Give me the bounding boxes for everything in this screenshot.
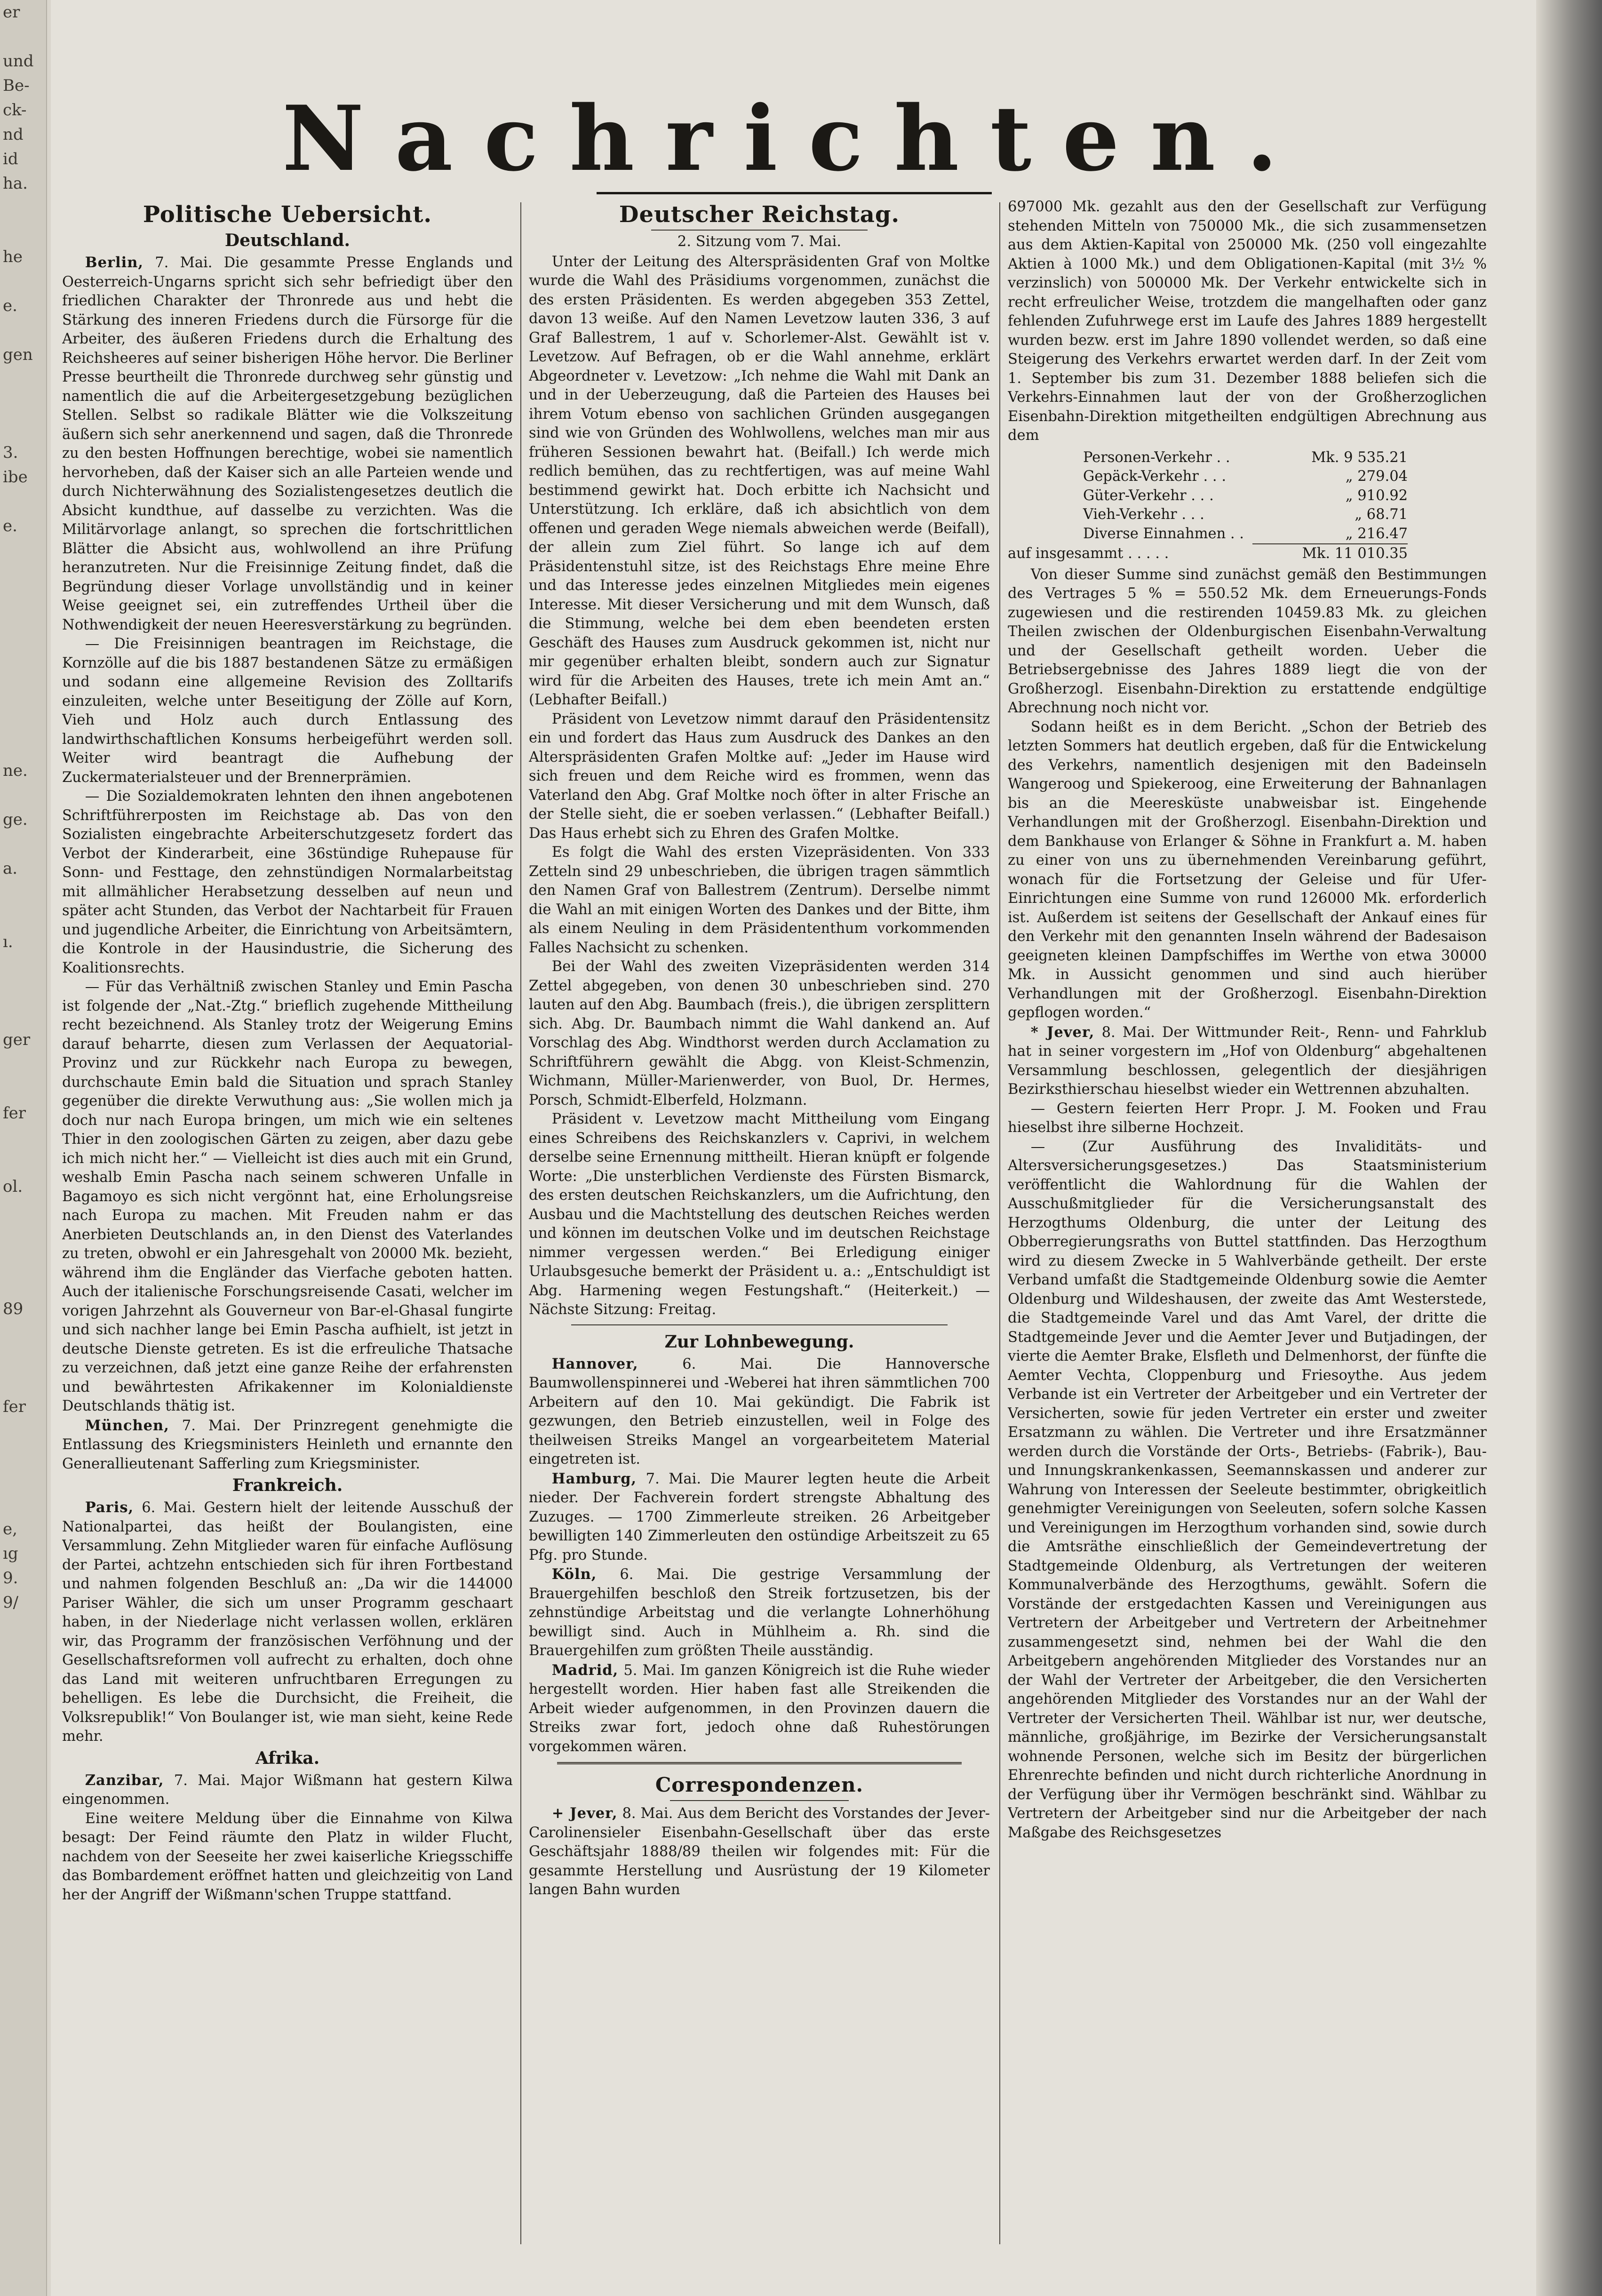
margin-fragment — [0, 685, 46, 710]
column-correspondence — [1008, 198, 1487, 2258]
margin-fragment: fer — [3, 1104, 26, 1123]
dateline: + Jever, — [551, 1805, 618, 1822]
revenue-label: Vieh-Verkehr . . . — [1083, 506, 1204, 523]
margin-fragment — [0, 1419, 46, 1443]
column-rule — [520, 202, 521, 2244]
margin-fragment — [0, 1150, 46, 1174]
margin-fragment — [0, 318, 46, 343]
revenue-value: „ 68.71 — [1355, 506, 1408, 523]
dateline: Hannover, — [551, 1355, 638, 1372]
margin-fragment — [0, 710, 46, 734]
revenue-label: Diverse Einnahmen . . — [1083, 525, 1244, 542]
article-paragraph: Paris, 6. Mai. Gestern hielt der leitende Ausschuß der Nationalpartei, das heißt der Boulangisten, eine Versammlung. Zehn Mitglieder waren für einfache Auflösung der Partei, achtzehn entschieden sich für ihren Fortbestand und nahmen folgenden Beschluß an: „Da wir die 144000 Pariser Wähler, die sich um unser Programm geschaart haben, in der Niederlage nicht verlassen wollen, erklären wir, das Programm der französischen Verföhnung und der Gesellschaftsreformen voll aufrecht zu erhalten, doch ohne das Land mit weiteren unfruchtbaren Erregungen zu behelligen. Es lebe die Durchsicht, die Freiheit, die Volksrepublik!“ Von Boulanger ist, wie man sieht, keine Rede mehr. — [62, 1499, 513, 1745]
margin-fragment: e. — [3, 296, 17, 315]
revenue-value: Mk. 9 535.21 — [1311, 449, 1408, 466]
margin-fragment — [0, 24, 46, 49]
revenue-total-value: Mk. 11 010.35 — [1302, 545, 1408, 562]
page-edge-shadow — [1536, 0, 1602, 2296]
article-paragraph: Bei der Wahl des zweiten Vizepräsidenten werden 314 Zettel abgegeben, von denen 30 unbeschrieben sind. 270 lauten auf den Abg. Baumbach (freis.), die übrigen zersplittern sich. Abg. Dr. Baumbach nimmt die Wahl dankend an. Auf Vorschlag des Abg. Windthorst werden durch Acclamation zu Schriftführern gewählt die Abgg. von Kleist-Schmenzin, Wichmann, Müller-Marienwerder, von Buol, Dr. Hermes, Porsch, Schmidt-Elberfeld, Holzmann. — [529, 958, 990, 1108]
dateline: Köln, — [551, 1566, 597, 1583]
article-paragraph: Es folgt die Wahl des ersten Vizepräsidenten. Von 333 Zetteln sind 29 unbeschrieben, die übrigen tragen sämmtlich den Namen Graf von Ballestrem (Zentrum). Derselbe nimmt die Wahl an mit einigen Worten des Dankes und der Bitte, ihm als einem Neuling in dem Präsidententhum vorkommenden Falles Nachsicht zu schenken. — [529, 844, 990, 956]
article-paragraph: Eine weitere Meldung über die Einnahme von Kilwa besagt: Der Feind räumte den Platz in wilder Flucht, nachdem von der Seeseite her zwei kaiserliche Kriegsschiffe das Bombardement eröffnet hatten und gleichzeitig von Land her der Angriff der Wißmann'schen Truppe stattfand. — [62, 1810, 513, 1903]
margin-fragment — [0, 734, 46, 758]
margin-fragment — [0, 1468, 46, 1492]
margin-fragment: gen — [3, 345, 33, 364]
margin-fragment: er — [3, 3, 20, 22]
article-paragraph: — (Zur Ausführung des Invaliditäts- und Altersversicherungsgesetzes.) Das Staatsministerium veröffentlicht die Wahlordnung für die Wahlen der Ausschußmitglieder für die Versicherungsanstalt des Herzogthums Oldenburg, die unter der Leitung des Obberregierungsraths von Buttel stattfinden. Das Herzogthum wird zu diesem Zwecke in 5 Wahlverbände getheilt. Der erste Verband umfaßt die Stadtgemeinde Oldenburg sowie die Aemter Oldenburg und Wildeshausen, der zweite das Amt Westerstede, die Stadtgemeinde Varel und das Amt Varel, der dritte die Stadtgemeinde Jever und die Aemter Jever und Butjadingen, der vierte die Aemter Brake, Elsfleth und Delmenhorst, der fünfte die Aemter Vechta, Cloppenburg und Friesoythe. Aus jedem Verbande ist ein Vertreter der Arbeitgeber und ein Vertreter der Versicherten, sowie für jeden Vertreter ein erster und zweiter Ersatzmann zu wählen. Die Vertreter und ihre Ersatzmänner werden durch die Vorstände der Orts-, Betriebs- (Fabrik-), Bau- und Innungskrankenkassen, Seemannskassen und anderer zur Wahrung von Interessen der Seeleute bestimmter, obrigkeitlich genehmigter Vereinigungen von Seeleuten, sofern solche Kassen und Vereinigungen im Herzogthum vorhanden sind, sowie durch die Amtsräthe einschließlich der Gemeindevertretung der Stadtgemeinde Oldenburg, als Vertretungen der weiteren Kommunalverbände des Herzogthums, gewählt. Sofern die Vorstände der erstgedachten Kassen und Vereinigungen aus Vertretern der Arbeitgeber und Vertretern der Arbeitnehmer zusammengesetzt sind, nehmen bei der Wahl die den Arbeitgebern angehörenden Mitglieder des Vorstandes nur an der Wahl der Vertreter der Arbeitgeber, die den Versicherten angehörenden Mitglieder des Vorstandes nur an der Wahl der Vertreter der Versicherten Theil. Wählbar ist nur, wer deutsche, männliche, großjährige, im Bezirke der Versicherungsanstalt wohnende Personen, welche sich im Besitz der bürgerlichen Ehrenrechte befinden und nicht durch richterliche Anordnung in der Verfügung über ihr Vermögen beschränkt sind. Wählbar zu Vertretern der Arbeitgeber sind nur die Arbeitgeber der nach Maßgabe des Reichsgesetzes — [1008, 1138, 1487, 1841]
dateline: Berlin, — [85, 254, 144, 271]
section-heading: Zur Lohnbewegung. — [664, 1331, 854, 1352]
margin-fragment: e, — [3, 1520, 17, 1539]
revenue-row — [1008, 448, 1487, 468]
margin-fragment — [0, 979, 46, 1003]
margin-fragment — [0, 1370, 46, 1395]
margin-fragment: 9. — [3, 1569, 18, 1587]
margin-fragment — [0, 587, 46, 612]
masthead-title: Nachrichten. — [282, 86, 1309, 191]
revenue-total-row — [1008, 544, 1487, 564]
margin-fragment: ge. — [3, 810, 28, 829]
article-paragraph: — Die Freisinnigen beantragen im Reichstage, die Kornzölle auf die bis 1887 bestandenen Sätze zu ermäßigen und sodann eine allgemeine Revision des Zolltarifs einzuleiten, welche unter Beseitigung der Zölle auf Korn, Vieh und Holz auch durch Entlassung des landwirthschaftlichen Konsums herbeigeführt werden soll. Weiter wird beantragt die Aufhebung der Zuckermaterialsteuer und der Brennerprämien. — [62, 636, 513, 786]
margin-fragment — [0, 1321, 46, 1346]
margin-fragment: ı. — [3, 933, 13, 951]
revenue-label: Personen-Verkehr . . — [1083, 449, 1230, 466]
newspaper-page — [51, 0, 1540, 2296]
article-paragraph: Hannover, 6. Mai. Die Hannoversche Baumwollenspinnerei und -Weberei hat ihren sämmtlichen 700 Arbeitern auf den 10. Mai gekündigt. Die Fabrik ist gezwungen, den Betrieb einzustellen, weil in Folge des theilweisen Streiks Mangel an vorgearbeitetem Material eingetreten ist. — [529, 1355, 990, 1467]
article-paragraph: Sodann heißt es in dem Bericht. „Schon der Betrieb des letzten Sommers hat deutlich ergeben, daß für die Entwickelung des Verkehrs, namentlich desjenigen mit den Badeinseln Wangeroog und Spiekeroog, eine Erweiterung der Bahnanlagen bis an die Meeresküste unabweisbar ist. Eingehende Verhandlungen mit der Großherzogl. Eisenbahn-Direktion und dem Bankhause von Erlanger & Söhne in Frankfurt a. M. haben zu einer von uns zu übernehmenden Vereinbarung geführt, wonach für die Fortsetzung der Geleise und für Ufer-Einrichtungen eine Summe von rund 126000 Mk. erforderlich ist. Außerdem ist seitens der Gesellschaft der Ankauf eines für den Verkehr mit den genannten Inseln während der Badesaison geeigneten kleinen Dampfschiffes im Werthe von etwa 30000 Mk. in Aussicht genommen und sind auch hierüber Verhandlungen mit der Großherzogl. Eisenbahn-Direktion gepflogen worden.“ — [1008, 718, 1487, 1021]
article-paragraph: + Jever, 8. Mai. Aus dem Bericht des Vorstandes der Jever-Carolinensieler Eisenbahn-Gesellschaft über das erste Geschäftsjahr 1888/89 theilen wir folgendes mit: Für die gesammte Herstellung und Ausrüstung der 19 Kilometer langen Bahn wurden — [529, 1805, 990, 1898]
margin-fragment: und — [3, 52, 34, 71]
margin-fragment — [0, 881, 46, 905]
margin-fragment: ck- — [3, 101, 27, 120]
margin-fragment: ibe — [3, 468, 28, 486]
margin-fragment — [0, 661, 46, 685]
margin-fragment — [0, 538, 46, 563]
article-paragraph: Zanzibar, 7. Mai. Major Wißmann hat gestern Kilwa eingenommen. — [62, 1771, 513, 1808]
article-paragraph: — Für das Verhältniß zwischen Stanley und Emin Pascha ist folgende der „Nat.-Ztg.“ brieflich zugehende Mittheilung recht bezeichnend. Als Stanley trotz der Weigerung Emins darauf beharrte, diesen zum Verlassen der Aequatorial-Provinz und zur Rückkehr nach Europa zu bewegen, durchschaute Emin bald die Situation und sprach Stanley gegenüber die direkte Verwuthung aus: „Sie wollen mich ja doch nur nach Europa bringen, um mich wie ein seltenes Thier in den zoologischen Gärten zu zeigen, aber dazu gebe ich mich nicht her.“ — Vielleicht ist dies auch mit ein Grund, weshalb Emin Pascha nach seinem schweren Unfalle in Bagamoyo es sich nicht vergönnt hat, eine Erholungsreise nach Europa zu machen. Mit Freuden nahm er das Anerbieten Deutschlands an, in den Dienst des Vaterlandes zu treten, obwohl er ein Jahresgehalt von 20000 Mk. bezieht, während ihm die Engländer das Vierfache geboten hatten. Auch der italienische Forschungsreisende Casati, welcher im vorigen Jahrzehnt als Gouverneur von Bar-el-Ghasal fungirte und sich nachher lange bei Emin Pascha aufhielt, ist jetzt in deutsche Dienste getreten. Es ist die erfreuliche Thatsache zu verzeichnen, daß jetzt eine ganze Reihe der erfahrensten und bewährtesten Afrikakenner im Kolonialdienste Deutschlands thätig ist. — [62, 979, 513, 1414]
revenue-row — [1008, 486, 1487, 506]
heading-rule — [670, 1800, 849, 1801]
article-paragraph: Von dieser Summe sind zunächst gemäß den Bestimmungen des Vertrages 5 % = 550.52 Mk. dem Erneuerungs-Fonds zugewiesen und die restirenden 10459.83 Mk. zu gleichen Theilen zwischen der Oldenburgischen Eisenbahn-Verwaltung und der Gesellschaft getheilt worden. Ueber die Betriebsergebnisse des Jahres 1889 liegt die von der Großherzogl. Eisenbahn-Direktion zu erstattende endgültige Abrechnung noch nicht vor. — [1008, 566, 1487, 716]
section-rule — [557, 1762, 962, 1764]
neighbour-page-margin — [0, 0, 47, 2296]
article-paragraph: — Die Sozialdemokraten lehnten den ihnen angebotenen Schriftführerposten im Reichstage ab. Das von den Sozialisten eingebrachte Arbeiterschutzgesetz fordert das Verbot der Kinderarbeit, eine 36stündige Ruhepause für Sonn- und Festtage, den zehnstündigen Normalarbeitstag mit allmählicher Herabsetzung desselben auf neun und später acht Stunden, das Verbot der Nachtarbeit für Frauen und jugendliche Arbeiter, die Einrichtung von Arbeitsämtern, die Kontrole in der Hausindustrie, die Sicherung des Koalitionsrechts. — [62, 788, 513, 976]
revenue-total-label: auf insgesammt . . . . . — [1008, 545, 1169, 562]
margin-fragment — [0, 563, 46, 587]
margin-fragment — [0, 1248, 46, 1272]
margin-fragment — [0, 1125, 46, 1150]
margin-fragment: e. — [3, 517, 17, 535]
article-paragraph: Präsident von Levetzow nimmt darauf den Präsidentensitz ein und fordert das Haus zum Ausdruck des Dankes an den Alterspräsidenten Grafen Moltke auf: „Jeder im Hause wird sich freuen und dem Reiche wird es frommen, wenn das Vaterland den Abg. Graf Moltke noch öfter in alter Frische an der Stelle sieht, die er soeben verlassen.“ (Lebhafter Beifall.) Das Haus erhebt sich zu Ehren des Grafen Moltke. — [529, 710, 990, 842]
masthead-rule — [597, 192, 992, 194]
margin-fragment — [0, 1492, 46, 1517]
dateline: Paris, — [85, 1499, 134, 1516]
margin-fragment — [0, 489, 46, 514]
article-paragraph: München, 7. Mai. Der Prinzregent genehmigte die Entlassung des Kriegsministers Heinleth und ernannte den Generallieutenant Safferling zum Kriegsminister. — [62, 1417, 513, 1472]
revenue-row — [1008, 525, 1487, 545]
margin-fragment — [0, 1223, 46, 1248]
margin-fragment: 9/ — [3, 1593, 19, 1612]
article-paragraph: Unter der Leitung des Alterspräsidenten Graf von Moltke wurde die Wahl des Präsidiums vorgenommen, zunächst die des ersten Präsidenten. Es werden abgegeben 353 Zettel, davon 13 weiße. Auf den Namen Levetzow lauten 336, 3 auf Graf Ballestrem, 1 auf v. Schorlemer-Alst. Gewählt ist v. Levetzow. Auf Befragen, ob er die Wahl annehme, erklärt Abgeordneter v. Levetzow: „Ich nehme die Wahl mit Dank an und in der Ueberzeugung, daß die Parteien des Hauses bei ihrem Votum ebenso von sachlichen Gründen ausgegangen sind wie von Gründen des Wohlwollens, welches man mir aus früheren Sessionen bewahrt hat. (Beifall.) Ich werde mich redlich bemühen, das zu rechtfertigen, was auf meine Wahl bestimmend gewirkt hat. Doch erbitte ich Nachsicht und Unterstützung. Ich erkläre, daß ich absichtlich von dem offenen und geraden Wege niemals abweichen werde (Beifall), der allein zum Ziel führt. So lange ich auf dem Präsidentenstuhl sitze, ist des Reichstags Ehre meine Ehre und das Interesse jedes einzelnen Mitgliedes mein eigenes Interesse. Mit dieser Versicherung und mit dem Wunsch, daß die Stimmung, welche bei dem eben beendeten ersten Geschäft des Hauses zum Ausdruck gekommen ist, nicht nur mir gegenüber erhalten bleibt, sondern auch zur Signatur wird für die Arbeiten des Hauses, trete ich mein Amt an.“ (Lebhafter Beifall.) — [529, 253, 990, 708]
margin-fragment: ger — [3, 1030, 31, 1049]
margin-fragment — [0, 1076, 46, 1101]
margin-fragment: 3. — [3, 443, 18, 462]
subsection-heading: Afrika. — [255, 1748, 320, 1768]
revenue-value: „ 216.47 — [1252, 525, 1408, 545]
margin-fragment — [0, 1003, 46, 1028]
dateline: Madrid, — [551, 1661, 619, 1679]
margin-fragment — [0, 220, 46, 245]
dateline: * Jever, — [1030, 1023, 1095, 1041]
revenue-label: Gepäck-Verkehr . . . — [1083, 468, 1227, 485]
margin-fragment — [0, 1199, 46, 1223]
revenue-value: „ 910.92 — [1345, 487, 1408, 504]
margin-fragment — [0, 1272, 46, 1297]
article-paragraph: Köln, 6. Mai. Die gestrige Versammlung der Brauergehilfen beschloß den Streik fortzusetzen, bis der zehnstündige Arbeitstag und die verlangte Lohnerhöhung bewilligt sind. Auch in Mühlheim a. Rh. sind die Brauergehilfen zum größten Theile ausständig. — [529, 1566, 990, 1659]
margin-fragment: Be- — [3, 76, 30, 95]
revenue-table — [1008, 448, 1487, 564]
revenue-row — [1008, 505, 1487, 525]
column-rule — [999, 202, 1000, 2244]
revenue-value: „ 279.04 — [1345, 468, 1408, 485]
margin-fragment — [0, 391, 46, 416]
article-paragraph: 697000 Mk. gezahlt aus den der Gesellschaft zur Verfügung stehenden Mitteln von 750000 Mk., die sich zusammensetzen aus dem Aktien-Kapital von 250000 Mk. (250 voll eingezahlte Aktien à 1000 Mk.) und dem Obligationen-Kapital (mit 3½ % verzinslich) von 500000 Mk. Der Verkehr entwickelte sich in recht erfreulicher Weise, trotzdem die mangelhaften oder ganz fehlenden Zufuhrwege erst im Laufe des Jahres 1889 hergestellt wurden bezw. erst im Jahre 1890 vollendet werden, so daß eine Steigerung des Verkehrs erwartet werden darf. In der Zeit vom 1. September bis zum 31. Dezember 1888 beliefen sich die Verkehrs-Einnahmen laut der von der Großherzoglichen Eisenbahn-Direktion mitgetheilten endgültigen Abrechnung aus dem — [1008, 199, 1487, 444]
margin-fragment: 89 — [3, 1299, 24, 1318]
article-paragraph: Berlin, 7. Mai. Die gesammte Presse Englands und Oesterreich-Ungarns spricht sich sehr befriedigt über den friedlichen Charakter der Thronrede aus und hebt die Stärkung des inneren Friedens durch die Fürsorge für die Arbeiter, des äußeren Friedens durch die Erhaltung des Reichsheeres auf seiner bisherigen Höhe hervor. Die Berliner Presse beurtheilt die Thronrede durchweg sehr günstig und namentlich die auf die Arbeitergesetzgebung bezüglichen Stellen. Selbst so radikale Blätter wie die Volkszeitung äußern sich sehr anerkennend und sagen, daß die Thronrede zu den besten Hoffnungen berechtige, wobei sie namentlich hervorheben, daß der Kaiser sich an alle Parteien wende und durch Nichterwähnung des Sozialistengesetzes deutlich die Absicht kundthue, auf dasselbe zu verzichten. Was die Militärvorlage anlangt, so sprechen die fortschrittlichen Blätter die Absicht aus, wohlwollend an ihre Prüfung heranzutreten. Nur die Freisinnige Zeitung findet, daß die Begründung dieser Vorlage unvollständig und in keiner Weise geeignet sei, ein zutreffendes Urtheil über die Nothwendigkeit der neuen Heeresverstärkung zu begründen. — [62, 254, 513, 633]
margin-fragment — [0, 832, 46, 856]
margin-fragment: fer — [3, 1397, 26, 1416]
section-heading: Politische Uebersicht. — [143, 201, 432, 228]
article-paragraph: Madrid, 5. Mai. Im ganzen Königreich ist die Ruhe wieder hergestellt worden. Hier haben fast alle Streikenden die Arbeit wieder aufgenommen, in den Provinzen dauern die Streiks zwar fort, jedoch ohne daß Ruhestörungen vorgekommen wären. — [529, 1661, 990, 1755]
dateline: Zanzibar, — [85, 1771, 164, 1789]
margin-fragment — [0, 905, 46, 930]
column-politics — [62, 198, 513, 2258]
margin-fragment — [0, 367, 46, 391]
margin-fragment: ne. — [3, 761, 28, 780]
margin-fragment — [0, 612, 46, 636]
section-heading: Deutscher Reichstag. — [619, 201, 900, 228]
margin-fragment — [0, 783, 46, 807]
margin-fragment — [0, 1052, 46, 1076]
session-line: 2. Sitzung vom 7. Mai. — [677, 233, 842, 250]
article-paragraph: — Gestern feierten Herr Propr. J. M. Fooken und Frau hieselbst ihre silberne Hochzeit. — [1008, 1100, 1487, 1136]
column-reichstag — [529, 198, 990, 2258]
margin-fragment — [0, 1443, 46, 1468]
margin-fragment: he — [3, 247, 23, 266]
article-paragraph: Präsident v. Levetzow macht Mittheilung vom Eingang eines Schreibens des Reichskanzlers v. Caprivi, in welchem derselbe seine Ernennung mittheilt. Hieran knüpft er folgende Worte: „Die unsterblichen Verdienste des Fürsten Bismarck, des ersten deutschen Reichskanzlers, um die Aufrichtung, den Ausbau und die Machtstellung des deutschen Reiches werden und können im deutschen Volke und im deutschen Reichstage nimmer vergessen werden.“ Bei Erledigung einiger Urlaubsgesuche bemerkt der Präsident u. a.: „Entschuldigt ist Abg. Harmening wegen Festungshaft.“ (Heiterkeit.) — Nächste Sitzung: Freitag. — [529, 1111, 990, 1318]
subsection-heading: Frankreich. — [232, 1475, 343, 1495]
margin-fragment — [0, 269, 46, 294]
margin-fragment: id — [3, 150, 18, 168]
margin-fragment: a. — [3, 859, 18, 878]
margin-fragment — [0, 954, 46, 979]
margin-fragment: ol. — [3, 1177, 23, 1196]
margin-fragment: ıg — [3, 1544, 18, 1563]
margin-fragment: nd — [3, 125, 24, 144]
revenue-label: Güter-Verkehr . . . — [1083, 487, 1214, 504]
margin-fragment — [0, 196, 46, 220]
heading-rule — [651, 230, 868, 231]
dateline: München, — [85, 1417, 169, 1434]
margin-fragment — [0, 636, 46, 661]
subsection-heading: Deutschland. — [224, 231, 351, 250]
revenue-row — [1008, 467, 1487, 486]
article-paragraph: Hamburg, 7. Mai. Die Maurer legten heute die Arbeit nieder. Der Fachverein fordert strengste Abhaltung des Zuzuges. — 1700 Zimmerleute streiken. 26 Arbeitgeber bewilligten 140 Zimmerleuten den ostündige Arbeitszeit zu 65 Pfg. pro Stunde. — [529, 1470, 990, 1563]
margin-fragment — [0, 1346, 46, 1370]
article-paragraph: * Jever, 8. Mai. Der Wittmunder Reit-, Renn- und Fahrklub hat in seiner vorgestern im „Hof von Oldenburg“ abgehaltenen Versammlung beschlossen, gelegentlich der diesjährigen Bezirksthierschau hieselbst wieder ein Wettrennen abzuhalten. — [1008, 1023, 1487, 1098]
margin-fragment — [0, 416, 46, 440]
dateline: Hamburg, — [551, 1470, 637, 1487]
section-rule — [571, 1324, 948, 1325]
section-heading: Correspondenzen. — [655, 1773, 864, 1796]
margin-fragment: ha. — [3, 174, 28, 193]
